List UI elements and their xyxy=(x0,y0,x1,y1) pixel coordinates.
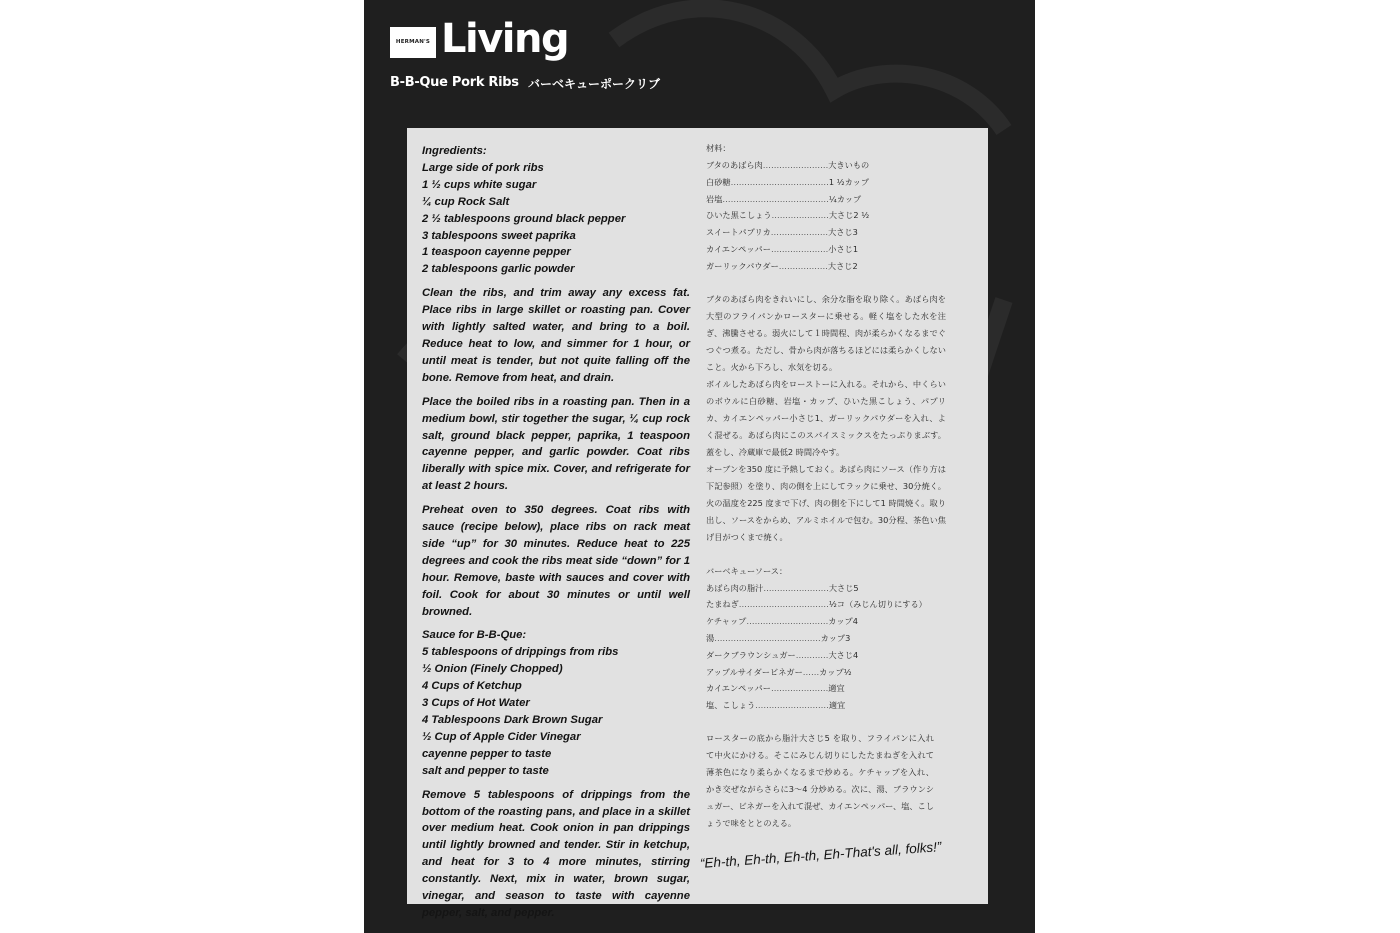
japanese-step: ボイルしたあばら肉をローストーに入れる。それから、中くらいのボウルに白砂糖、岩塩・カップ、ひいた黒こしょう、パプリカ、カイエンペッパー小さじ1、ガーリックパウダーを入れ、よく混ぜる。あばら肉にこのスパイスミックスをたっぷりまぶす。蓋をし、冷蔵庫で最低2 時間冷やす。 xyxy=(706,378,946,457)
ingredient-qty: 大さじ5 xyxy=(828,582,859,593)
ingredient-name: 塩、こしょう xyxy=(706,700,756,711)
ingredient-qty: 大きいもの xyxy=(828,160,870,170)
leader-dots: ………………… xyxy=(771,210,829,221)
ingredient-qty: カップ3 xyxy=(820,632,851,643)
ingredient-name: たまねぎ xyxy=(706,599,739,610)
english-sauce-list xyxy=(422,627,690,779)
recipe-title-english: B-B-Que Pork Ribs xyxy=(390,75,519,90)
ingredients-heading: Ingredients: xyxy=(422,145,487,157)
japanese-sauce-step: ロースターの底から脂汁大さじ5 を取り、フライパンに入れて中火にかける。そこにみじん切りにしたたまねぎを入れて薄茶色になり柔らかくなるまで炒める。ケチャップを入れ、かき交ぜながらさらに3〜4 分炒める。次に、湯、ブラウンシュガー、ビネガーを入れて混ぜ、カイエンペッパー、塩、こしょうで味をととのえる。 xyxy=(706,732,934,828)
ingredient-qty: 大さじ3 xyxy=(828,227,858,238)
japanese-sauce-row xyxy=(706,697,946,714)
ingredient-name: あばら肉の脂汁 xyxy=(706,582,764,593)
ingredient-qty: 適宜 xyxy=(828,700,846,711)
sauce-ingredient-line: cayenne pepper to taste xyxy=(422,747,552,760)
leader-dots: ………………………………… xyxy=(714,632,821,643)
japanese-ingredient-row xyxy=(706,157,946,174)
japanese-sauce-row xyxy=(706,630,946,647)
japanese-sauce-heading: バーベキューソース： xyxy=(706,565,788,576)
japanese-ingredient-row xyxy=(706,241,946,258)
japanese-sauce-row xyxy=(706,664,946,681)
japanese-ingredient-row xyxy=(706,207,946,224)
ingredient-name: ダークブラウンシュガー xyxy=(706,649,796,660)
leader-dots: ………………………… xyxy=(746,616,829,627)
english-step: Place the boiled ribs in a roasting pan. Then in a medium bowl, stir together the sugar, ¼ cup rock salt, ground black pepper, paprika, 1 teaspoon cayenne pepper, and garlic powder. Coat ribs liberally with spice mix. Cover, and refrigerate for at least 2 hours. xyxy=(422,395,690,493)
sauce-ingredient-line: ½ Cup of Apple Cider Vinegar xyxy=(422,730,581,743)
leader-dots: ……………………… xyxy=(755,700,829,711)
ingredient-name: ケチャップ xyxy=(706,616,747,627)
recipe-page xyxy=(364,0,1035,933)
leader-dots: ………………… xyxy=(770,683,829,694)
japanese-ingredients-heading: 材料： xyxy=(706,143,731,153)
japanese-sauce-row xyxy=(706,680,946,697)
ingredient-qty: 1 ½カップ xyxy=(828,176,870,187)
ingredient-qty: 大さじ2 ½ xyxy=(828,210,870,221)
ingredient-name: ブタのあばら肉 xyxy=(706,160,763,170)
ingredient-line: ¼ cup Rock Salt xyxy=(422,195,510,208)
sauce-ingredient-line: salt and pepper to taste xyxy=(422,764,549,777)
ingredient-qty: ½コ（みじん切りにする） xyxy=(828,599,927,610)
sauce-ingredient-line: 3 Cups of Hot Water xyxy=(422,697,530,710)
ingredient-line: 1 ½ cups white sugar xyxy=(422,178,537,191)
ingredient-name: 岩塩 xyxy=(706,193,723,204)
ingredient-line: Large side of pork ribs xyxy=(422,161,544,174)
ingredient-name: 湯 xyxy=(706,632,715,643)
ingredient-qty: 大さじ2 xyxy=(827,260,858,271)
ingredient-name: スイートパプリカ xyxy=(706,227,771,238)
leader-dots: …………………… xyxy=(763,582,829,593)
ingredient-qty: カップ4 xyxy=(828,616,858,627)
japanese-sauce-row xyxy=(706,596,946,613)
ingredient-qty: ¼カップ xyxy=(828,193,862,204)
sauce-ingredient-line: ½ Onion (Finely Chopped) xyxy=(422,663,563,676)
recipe-title-japanese: バーベキューポークリブ xyxy=(528,77,661,91)
sauce-ingredient-line: 4 Cups of Ketchup xyxy=(422,680,522,693)
masthead-title: Living xyxy=(441,16,569,62)
japanese-sauce-row xyxy=(706,647,946,664)
japanese-ingredient-row xyxy=(706,258,946,275)
ingredient-name: カイエンペッパー xyxy=(706,243,771,254)
brand-logo xyxy=(390,27,436,58)
leader-dots: ……………… xyxy=(778,260,828,271)
brand-logo-text: HERMAN'S xyxy=(395,39,431,45)
japanese-sauce-row xyxy=(706,613,946,630)
ingredient-qty: 小さじ1 xyxy=(828,243,859,254)
leader-dots: ………… xyxy=(795,649,829,660)
japanese-step: オーブンを350 度に予熱しておく。あばら肉にソース（作り方は下記参照）を塗り、肉の側を上にしてラックに乗せ、30分焼く。火の温度を225 度まで下げ、肉の側を下にして1 時間焼く。取り出し、ソースをからめ、アルミホイルで包む。30分程、茶色い焦げ目がつくまで焼く。 xyxy=(706,463,946,542)
english-sauce-step: Remove 5 tablespoons of drippings from the bottom of the roasting pans, and place in a skillet over medium heat. Cook onion in pan drippings until lightly browned and tender. Stir in ketchup, and heat for 3 to 4 more minutes, stirring constantly. Next, mix in water, brown sugar, vinegar, and season to taste with cayenne pepper, salt, and pepper. xyxy=(422,788,690,919)
ingredient-name: ひいた黒こしょう xyxy=(706,210,772,221)
leader-dots: …………………………… xyxy=(738,599,829,610)
sauce-ingredient-line: 4 Tablespoons Dark Brown Sugar xyxy=(422,714,603,726)
ingredient-name: ガーリックパウダー xyxy=(706,260,779,271)
leader-dots: ………………………………… xyxy=(722,193,829,204)
english-column xyxy=(422,143,690,922)
english-step: Clean the ribs, and trim away any excess fat. Place ribs in large skillet or roasting pan. Cover with lightly salted water, and bring to a boil. Reduce heat to low, and simmer for 1 hour, or until meat is tender, but not quite falling off the bone. Remove from heat, and drain. xyxy=(422,287,690,384)
english-ingredients xyxy=(422,143,690,278)
ingredient-qty: 大さじ4 xyxy=(828,649,859,660)
ingredient-name: カイエンペッパー xyxy=(706,683,771,694)
japanese-column xyxy=(706,140,946,832)
leader-dots: …………………… xyxy=(762,160,829,170)
handwritten-signature: “Eh-th, Eh-th, Eh-th, Eh-That's all, folks!” xyxy=(699,839,942,871)
ingredient-line: 1 teaspoon cayenne pepper xyxy=(422,246,571,259)
japanese-ingredient-row xyxy=(706,191,946,208)
ingredient-name: 白砂糖 xyxy=(706,176,731,187)
leader-dots: ………………… xyxy=(770,227,829,238)
leader-dots: ………………… xyxy=(770,243,829,254)
ingredient-qty: カップ½ xyxy=(819,666,852,677)
ingredient-qty: 適宜 xyxy=(828,683,845,694)
ingredient-name: アップルサイダービネガー xyxy=(706,666,803,677)
english-step: Preheat oven to 350 degrees. Coat ribs with sauce (recipe below), place ribs on rack meat side “up” for 30 minutes. Reduce heat to 225 degrees and cook the ribs meat side “down” for 1 hour. Remove, baste with sauces and cover with foil. Cook for about 30 minutes or until well browned. xyxy=(422,504,690,618)
japanese-ingredient-row xyxy=(706,174,946,191)
japanese-sauce-row xyxy=(706,580,946,597)
japanese-ingredient-row xyxy=(706,224,946,241)
leader-dots: ……………………………… xyxy=(730,176,829,187)
japanese-step: ブタのあばら肉をきれいにし、余分な脂を取り除く。あばら肉を大型のフライパンかロースターに乗せる。軽く塩をした水を注ぎ、沸騰させる。弱火にして１時間程、肉が柔らかくなるまでぐつぐつ煮る。ただし、骨から肉が落ちるほどには柔らかくしないこと。火から下ろし、水気を切る。 xyxy=(706,293,946,372)
sauce-ingredient-line: 5 tablespoons of drippings from ribs xyxy=(422,646,619,659)
ingredient-line: 2 tablespoons garlic powder xyxy=(422,263,575,276)
sauce-heading: Sauce for B-B-Que: xyxy=(422,629,527,642)
leader-dots: …… xyxy=(802,666,820,677)
ingredient-line: 3 tablespoons sweet paprika xyxy=(422,229,576,242)
ingredient-line: 2 ½ tablespoons ground black pepper xyxy=(422,212,626,225)
recipe-panel xyxy=(407,128,988,919)
